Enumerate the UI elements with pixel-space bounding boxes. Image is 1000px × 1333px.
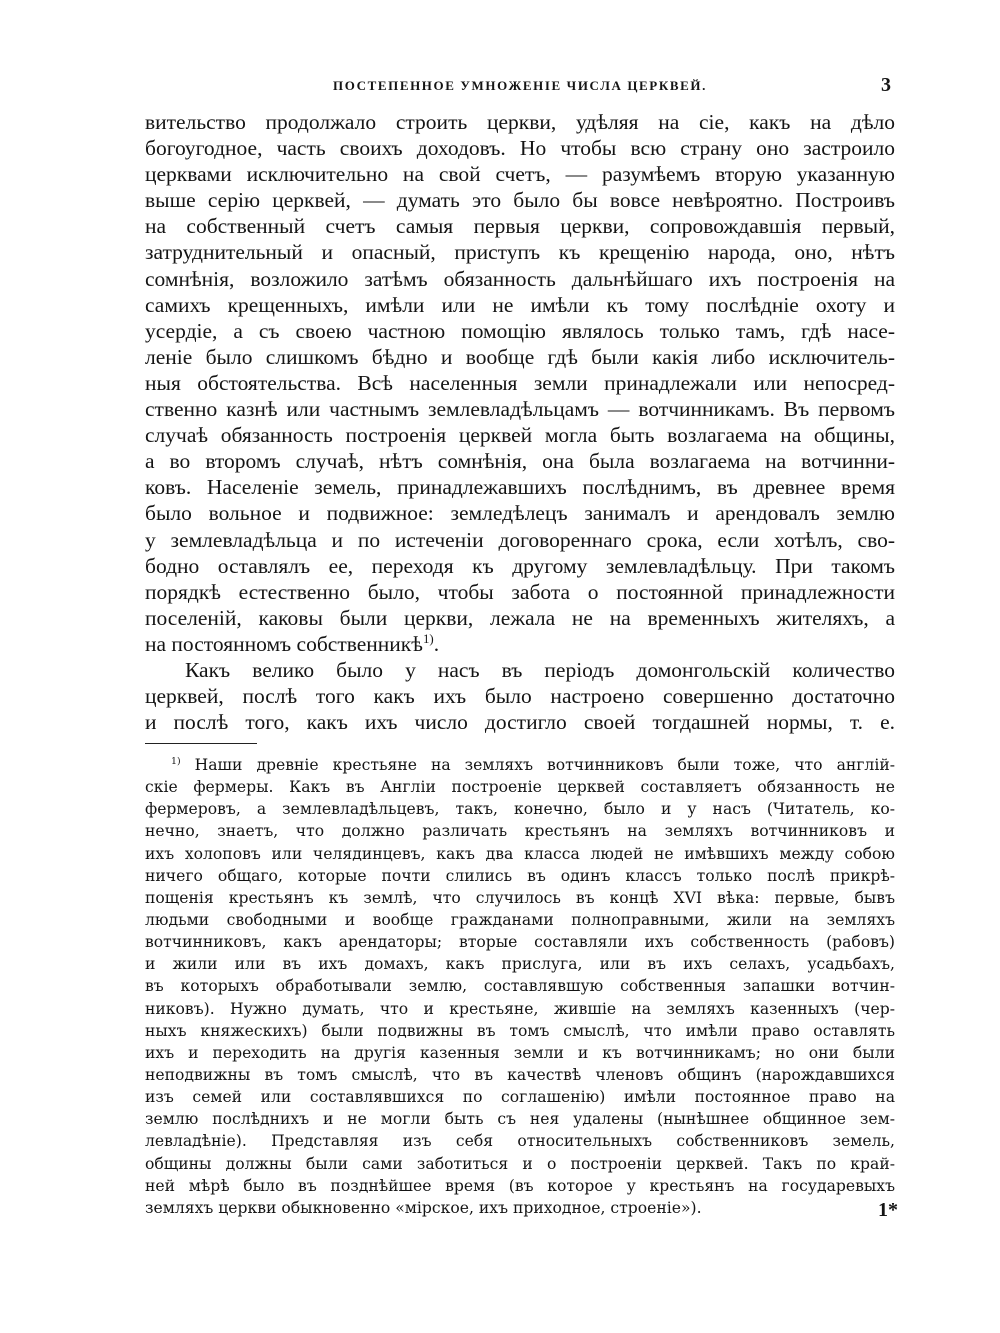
body-line: а во второмъ случаѣ, нѣтъ сомнѣнія, она была возлагаема на вотчинни- (145, 449, 895, 474)
page-number: 3 (881, 74, 891, 96)
footnote-line: и жили или въ ихъ домахъ, какъ прислуга, или въ ихъ селахъ, усадьбахъ, (145, 955, 895, 974)
signature-mark: 1* (878, 1199, 898, 1221)
footnote-line: ихъ холоповъ или челядинцевъ, какъ два класса людей не имѣвшихъ между собою (145, 844, 895, 863)
footnote-line: ничего общаго, которые почти слились въ одинъ классъ только послѣ прикрѣ- (145, 866, 895, 885)
body-text (145, 109, 895, 735)
body-line-text: на постоянномъ собственникѣ (145, 631, 423, 656)
paragraph-start-line: Какъ велико было у насъ въ періодъ домонгольскій количество (185, 657, 895, 682)
footnote-block (145, 754, 895, 1219)
footnote-line: ней мѣрѣ было въ позднѣйшее время (въ которое у крестьянъ на государевыхъ (145, 1176, 895, 1195)
body-line: у землевладѣльца и по истеченіи договореннаго срока, если хотѣлъ, сво- (145, 527, 895, 552)
footnote-line: скіе фермеры. Какъ въ Англіи построеніе церквей составляетъ обязанность не (145, 778, 895, 797)
body-line: вительство продолжало строить церкви, удѣляя на сіе, какъ на дѣло (145, 110, 895, 134)
running-header (145, 76, 895, 98)
body-line: самихъ крещенныхъ, имѣли или не имѣли къ тому послѣдніе охоту и (145, 292, 895, 317)
body-line: ственно казнѣ или частнымъ землевладѣльцамъ — вотчинникамъ. Въ первомъ (145, 397, 895, 422)
body-line: усердіе, а съ своею частною помощію являлось только тамъ, гдѣ насе- (145, 318, 895, 343)
footnote-line-text: Наши древніе крестьяне на земляхъ вотчинниковъ были тоже, что англій- (194, 756, 895, 774)
footnote-line: левладѣніе). Представляя изъ себя относительныхъ собственниковъ земель, (145, 1132, 895, 1151)
footnote-line: неподвижны въ томъ смыслѣ, что въ качествѣ членовъ общинъ (нарождавшихся (145, 1065, 895, 1084)
footnote-divider (145, 743, 257, 744)
body-line: на собственный счетъ самыя первыя церкви, сопровождавшія первый, (145, 214, 895, 239)
footnote-line: пощенія крестьянъ къ землѣ, что случилось въ концѣ XVI вѣка: первые, бывъ (145, 888, 895, 907)
footnote-line: ныхъ княжескихъ) были подвижны въ томъ смыслѣ, что имѣли право оставлять (145, 1021, 895, 1040)
footnote-line: земляхъ церкви обыкновенно «мірское, ихъ приходное, строеніе»). (145, 1198, 702, 1217)
body-line: бодно оставлялъ ее, переходя къ другому землевладѣльцу. При такомъ (145, 553, 895, 578)
footnote-line: общины должны были сами заботиться и о построеніи церквей. Такъ по край- (145, 1154, 895, 1173)
footnote-line: людьми свободными и вообще гражданами полноправными, жили на земляхъ (145, 910, 895, 929)
body-line-punctuation: . (433, 631, 440, 656)
body-line: богоугодное, часть своихъ доходовъ. Но чтобы всю страну оно застроило (145, 136, 895, 161)
body-line: и послѣ того, какъ ихъ число достигло своей тогдашней нормы, т. е. (145, 710, 895, 735)
body-line: порядкѣ естественно было, чтобы забота о постоянной принадлежности (145, 579, 895, 604)
body-line: сомнѣнія, возложило затѣмъ обязанность дальнѣйшаго ихъ построенія на (145, 266, 895, 291)
footnote-reference[interactable]: 1) (422, 631, 434, 646)
footnote-line: изъ семей или составлявшихся по соглашенію) имѣли постоянное право на (145, 1088, 895, 1107)
footnote-first-line (145, 754, 895, 776)
body-line: было вольное и подвижное: земледѣлецъ занималъ и арендовалъ землю (145, 501, 895, 526)
footnote-line: землю послѣднихъ и не могли быть съ нея удалены (нынѣшнее общинное зем- (145, 1110, 895, 1129)
footnote-line: фермеровъ, а землевладѣльцевъ, такъ, конечно, было и у насъ (Читатель, ко- (145, 800, 895, 819)
body-line: церквей, послѣ того какъ ихъ было настроено совершенно достаточно (145, 684, 895, 709)
running-title: ПОСТЕПЕННОЕ УМНОЖЕНІЕ ЧИСЛА ЦЕРКВЕЙ. (333, 78, 707, 93)
body-line: выше серію церквей, — думать это было бы вовсе невѣроятно. Построивъ (145, 188, 895, 213)
body-line-with-footnote-ref (145, 631, 895, 657)
footnote-line: ихъ и переходить на другія казенныя земли и къ вотчинникамъ; но они были (145, 1043, 895, 1062)
body-line: поселеній, каковы были церкви, лежала не на временныхъ жителяхъ, а (145, 605, 895, 630)
body-line: леніе было слишкомъ бѣдно и вообще гдѣ были какія либо исключитель- (145, 344, 895, 369)
body-line: ковъ. Населеніе земель, принадлежавшихъ послѣднимъ, въ древнее время (145, 475, 895, 500)
body-line: случаѣ обязанность построенія церквей могла быть возлагаема на общины, (145, 423, 895, 448)
body-line: затруднительный и опасный, приступъ къ крещенію народа, оно, нѣтъ (145, 240, 895, 265)
footnote-line: никовъ). Нужно думать, что и крестьяне, жившіе на земляхъ казенныхъ (чер- (145, 999, 895, 1018)
body-line: ныя обстоятельства. Всѣ населенныя земли принадлежали или непосред- (145, 370, 895, 395)
footnote-line: вотчинниковъ, какъ арендаторы; вторые составляли ихъ собственность (рабовъ) (145, 933, 895, 952)
footnote-line: нечно, знаетъ, что должно различать крестьянъ на земляхъ вотчинниковъ и (145, 822, 895, 841)
footnote-line: въ которыхъ обработывали землю, составлявшую собственныя запашки вотчин- (145, 977, 895, 996)
footnote-marker: 1) (171, 755, 181, 767)
body-line: церквами исключительно на свой счетъ, — разумѣемъ вторую указанную (145, 162, 895, 187)
